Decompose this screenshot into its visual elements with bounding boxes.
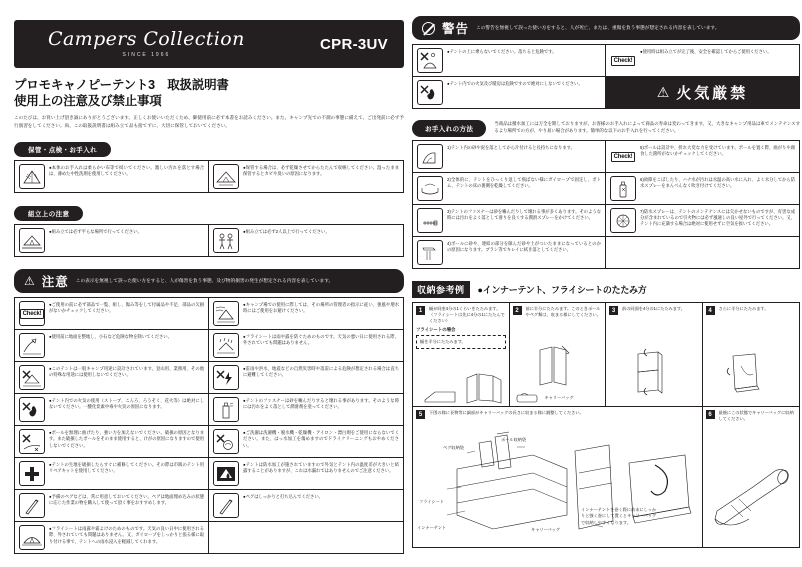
- list-item-text: ●ポールを無理に曲げたり、強い力を加えないでください。破損の原因となります。また破損したポールをそのまま使用すると、けがの原因になりますので使用しないでください。: [49, 430, 204, 448]
- list-item: [15, 298, 209, 330]
- list-item: [413, 173, 606, 205]
- step-caption: 最後にこの状態でキャリーバッグに収納してください。: [718, 410, 794, 422]
- tent-dry-icon: [213, 164, 239, 189]
- step-4-illustration: [717, 346, 777, 398]
- caution-items-grid: [14, 297, 404, 554]
- warning-banner: [412, 16, 800, 40]
- list-item: [209, 298, 403, 330]
- care-items-grid: [412, 140, 800, 269]
- step-5-note: インナーテントを巻く際に前末にしっかりと強く巻にして置くとキャリーバッグで収納しやすくなります。: [581, 507, 657, 525]
- warning-triangle-icon: ⚠: [24, 274, 35, 289]
- step-3-illustration: [624, 344, 680, 400]
- title-line-1: プロモキャノピーテント3 取扱説明書: [14, 78, 229, 92]
- folding-steps-diagram: [412, 302, 800, 548]
- list-item-text: ●フライシートは雨露や霜よけのためのものです。天気の良い日中に使用される際、外されていても問題はありません。又、ガイロープをしっかりと張る様に取り付ける事で、テントへの雨水浸入を軽減してくれます。: [49, 526, 204, 544]
- two-person-icon: [213, 228, 239, 253]
- list-item: [413, 237, 606, 268]
- list-item-text: 5)ポールは設計や、折れ大変な力を受けています。ポールを置く際、曲がりや腐食した箇所がないかチェックしてください。: [640, 145, 795, 157]
- step-caption: さらに半分にたたみます。: [718, 306, 769, 311]
- step-3: [606, 303, 703, 407]
- peg-ground-icon: [213, 493, 239, 518]
- step-6-illustration: [709, 461, 793, 541]
- zipper-spray-icon: [417, 208, 443, 233]
- assembly-section-grid: [14, 224, 404, 257]
- list-item: [209, 394, 403, 426]
- storage-example-tag: 収納参考例: [412, 281, 470, 298]
- list-item-text: ●ご洗濯は洗濯機・脱水機・乾燥機・アイロン・漂白剤をご使用にならないでください。また、はっ水加工を傷めますのでドライクリーニングもおやめください。: [243, 430, 399, 448]
- list-item-text: ●キャンプ場での使用に際しては、その場所の管理者の指示に従い、強風や増水時にはご使用をお避けください。: [243, 302, 399, 314]
- list-item-text: ●テント内での火気及び暖房は危険ですので絶対にしないでください。: [447, 81, 583, 86]
- check-icon: Check!: [19, 301, 45, 326]
- carry-bag-icon: [516, 393, 542, 403]
- list-item: [606, 173, 799, 205]
- check-icon: Check!: [610, 48, 636, 73]
- list-item-text: ●使用時は組み立てが完了後、安全を確認してからご使用ください。: [640, 49, 772, 54]
- list-item: [15, 225, 209, 256]
- step-2: [510, 303, 607, 407]
- no-pole-bend-icon: [19, 429, 45, 454]
- list-item: [15, 522, 209, 553]
- list-item-text: ●テント内での火気の使用（ストーブ、こんろ、ろうそく、花火等）は絶対にしないでください。一酸化炭素中毒や火災の原因になります。: [49, 398, 204, 410]
- care-section-header: [412, 120, 800, 137]
- title-line-2: 使用上の注意及び禁止事項: [14, 94, 162, 108]
- brand-name: Campers Collection: [48, 28, 245, 50]
- fire-prohibited-text: 火気厳禁: [676, 85, 749, 102]
- fly-sheet-icon: [19, 525, 45, 550]
- list-item: [15, 362, 209, 394]
- list-item-text: 6)故障をこぼしたり、ハナ水が汚れは水温の高い水に入れ、よく水分してから防水スプレーをまんべんなく吹き付けてください。: [640, 177, 795, 189]
- care-section-label: お手入れの方法: [412, 120, 486, 137]
- inner-tent-label: インナーテント: [417, 525, 447, 530]
- no-lightning-icon: [213, 365, 239, 390]
- carry-bag-label: キャリーバッグ: [544, 395, 574, 400]
- list-item-text: ●ご使用の前に必ず部品で一覧、組し、傷み等をして付属品や不足、部品の欠損がないかチェックしてください。: [49, 302, 204, 314]
- warning-word: 警告: [442, 22, 470, 36]
- caution-banner-text: この表示を無視して誤った使い方をすると、人が傷害を負う事態、及び物的損害の発生が想定される内容を表しています。: [75, 278, 334, 284]
- list-item-text: ●雷雨や洪水、地震などの自然災害時や落雷による危険が想定される場合は直ちに避難してください。: [243, 366, 399, 378]
- step-number: 2: [513, 306, 522, 315]
- step-number: 4: [706, 306, 715, 315]
- list-item: [209, 362, 403, 394]
- tent-flip-icon: [417, 176, 443, 201]
- step-number: 1: [416, 306, 425, 315]
- brand-logo: [48, 30, 245, 58]
- list-item: [15, 458, 209, 490]
- storage-example-subtitle: ●インナーテント、フライシートのたたみ方: [477, 285, 647, 295]
- list-item: [606, 205, 799, 237]
- tent-wipe-icon: [19, 164, 45, 189]
- pole-check-icon: [19, 333, 45, 358]
- list-item-text: 1)テント内の砂や泥を落としてから片付けると長持ちになります。: [447, 145, 575, 150]
- step-number: 3: [609, 306, 618, 315]
- no-climb-tent-icon: [417, 48, 443, 73]
- fly-sheet-label: フライシート: [419, 499, 444, 504]
- caution-word: 注意: [41, 275, 69, 290]
- list-item: [209, 458, 403, 490]
- step-subtitle: フライシートの場合: [416, 327, 456, 333]
- page-title: [14, 77, 404, 109]
- spray-care-icon: [610, 176, 636, 201]
- tent-flat-ground-icon: [19, 228, 45, 253]
- storage-section-header: [14, 139, 404, 157]
- list-item: [413, 45, 606, 77]
- list-item: [15, 161, 209, 192]
- step-caption: 前に半分にたたみます。このときポールやペグ類は、収まる様にしてください。: [525, 306, 601, 318]
- empty-cell: [209, 522, 403, 553]
- warning-triangle-icon: ⚠: [656, 84, 670, 100]
- list-item-text: ●予備のペグなどは、常に用意しておいてください。ペグは地面埋め込みの状態に応じた作業の物を購入して使って頂く事をおすすめします。: [49, 494, 204, 506]
- list-item: [606, 141, 799, 173]
- caution-banner: [14, 269, 404, 293]
- list-item-text: ●組み立ては必ず平らな場所で行ってください。: [49, 229, 142, 235]
- list-item: [413, 205, 606, 237]
- list-item: [209, 426, 403, 458]
- brand-header: [14, 20, 404, 68]
- prohibition-icon: [422, 22, 435, 35]
- left-column: [14, 20, 404, 554]
- no-wash-icon: [213, 429, 239, 454]
- list-item-text: ●テントの生地を破損したらすぐに補修してください。その際は市販のテント用リペアキットを使用してください。: [49, 462, 204, 474]
- tent-wind-icon: [213, 301, 239, 326]
- no-fire-icon: [19, 397, 45, 422]
- warning-items-grid: [412, 44, 800, 109]
- brand-since: SINCE 1966: [122, 52, 171, 58]
- step-4: [703, 303, 800, 407]
- step-caption: 下図の様に長物等に細部がキャリーバッグの長さに収まる様に調整してください。: [429, 410, 584, 415]
- list-item-text: ●フライシートは雨や露を防ぐためのものです。天気の悪い日に使用される際、外されていても問題はありません。: [243, 334, 399, 346]
- step-dashed-note: 幅を半分にたたみます。: [416, 335, 506, 349]
- step-1: [413, 303, 510, 407]
- intro-paragraph: このたびは、お買い上げ頂き誠にありがとうございます。正しくお使いいただくため、御使用前に必ず本書をお読みください。また、キャンプ先での不測の事態に備えて、ご出発前に必ず予行演習をしてください。尚、この取扱説明書は組み立て品も捨てずに、大切に保管しておいてください。: [14, 115, 404, 128]
- storage-example-header: [412, 281, 800, 298]
- list-item-text: ●このテントは一般キャンプ用途に設計されています。登山用、業務用、その他の特殊な用途には使用しないでください。: [49, 366, 204, 378]
- step-caption: 幅が同室4分の1くらいをたたみます。（フライシートは先に4分の1にたたんでください）: [429, 306, 505, 324]
- step-6: [703, 407, 800, 547]
- waterproof-spray-icon: [610, 208, 636, 233]
- list-item-text: 2)全体的に、テントをひっくり返して飛ばない様にガイロープで固定し、ボトム、テントの床の裏側を乾燥してください。: [447, 177, 601, 189]
- list-item-text: ●テントは防水加工が施されていますので外気とテント内の温度差が大きいと結露することがありますが、これは水漏れではありませんのでご注意ください。: [243, 462, 399, 474]
- list-item-text: ●使用前に地面を整地し、小石など危険な物を除いてください。: [49, 334, 172, 340]
- tent-dry-icon: [417, 144, 443, 169]
- list-item: [209, 490, 403, 522]
- list-item: [413, 77, 606, 108]
- list-item-text: ●テントの上に乗らないでください。落ちると危険です。: [447, 49, 557, 54]
- list-item: [606, 45, 799, 77]
- model-number: CPR-3UV: [320, 35, 388, 53]
- fire-prohibited-block: [606, 77, 799, 108]
- storage-section-grid: [14, 160, 404, 193]
- list-item: [15, 490, 209, 522]
- list-item-text: ●ペグはしっかりと打ち込んでください。: [243, 494, 323, 500]
- no-tent-slope-icon: [19, 365, 45, 390]
- assembly-section-header: [14, 203, 404, 221]
- step-number: 6: [706, 410, 715, 419]
- step-1-illustration: [421, 370, 507, 404]
- peg-bag-label: ペグ収納袋: [443, 445, 464, 450]
- list-item-text: ●保管する場合は、必ず乾燥させてからたたんで収納してください。湿ったまま保管するとカビや臭いの原因になります。: [243, 165, 399, 177]
- list-item-text: ●組み立ては必ず2人以上で行ってください。: [243, 229, 330, 235]
- no-fire-icon: [417, 80, 443, 105]
- list-item: [413, 141, 606, 173]
- fly-rain-icon: [213, 333, 239, 358]
- list-item: [15, 426, 209, 458]
- list-item: [209, 161, 403, 192]
- peg-spare-icon: [19, 493, 45, 518]
- step-2-illustration: [522, 344, 602, 390]
- right-column: [412, 16, 800, 548]
- list-item-text: ●テントのファスナーは砂を噛んだりすると壊れる事があります。そのような時には汚れをよく落として潤滑剤を塗ってください。: [243, 398, 399, 410]
- list-item: [209, 225, 403, 256]
- list-item-text: 3)テントのファスナーは砂を噛んだりして壊れる事が多くあります。そのような時には汚れをよく落として滑りを良くする潤滑スプレーをかけてください。: [447, 209, 601, 221]
- pole-bag-label: ポール収納袋: [501, 437, 527, 442]
- list-item-text: ●本体のお手入れは柔らかい布等で拭いてください。激しい汚れを落とす場合は、薄めた中性洗剤を使用してください。: [49, 165, 204, 177]
- storage-section-label: 保管・点検・お手入れ: [14, 142, 111, 157]
- list-item: [209, 330, 403, 362]
- assembly-section-label: 組立上の注意: [14, 206, 83, 221]
- list-item: [15, 394, 209, 426]
- list-item-text: 7)防水スプレーは、テントのメンテナンスには欠かせないものですが、有害な成分が含まれているので引火物には必ず風通しの良い屋外で行ってください。又、テント内に充満する場合は絶対に使用せずに空気を抜いてください。: [640, 209, 795, 227]
- warning-banner-text: この警告を無視して誤った使い方をすると、人が死亡、または、重傷を負う事態が想定される内容を表しています。: [476, 24, 720, 30]
- list-item-text: 4)ポールに砂や、連結の部分を隙んだ砂や土がついたままになっているとのかの原因になります。ブラシ等でキレイに拭き落としてください。: [447, 241, 601, 253]
- step-caption: 前の同面を4分の1にたたみます。: [622, 306, 685, 311]
- carry-bag-label: キャリーバッグ: [531, 527, 561, 532]
- step-number: 5: [416, 410, 425, 419]
- repair-kit-icon: [19, 461, 45, 486]
- pole-clean-icon: [417, 240, 443, 265]
- care-section-note: 当商品は撥水加工には万全を期しておりますが、お客様のお手入れによって商品の寿命は変わってきます。又、大きなキャンプ用品は車でメンテナンスするより場所での方が、やり易い場合があります。簡単的な以下のお手入れを行ってください。: [494, 121, 800, 133]
- empty-cell: [606, 237, 799, 268]
- spray-care-icon: [213, 397, 239, 422]
- step-5: [413, 407, 703, 547]
- list-item: [15, 330, 209, 362]
- check-icon: Check!: [610, 144, 636, 169]
- waterproof-icon: [213, 461, 239, 486]
